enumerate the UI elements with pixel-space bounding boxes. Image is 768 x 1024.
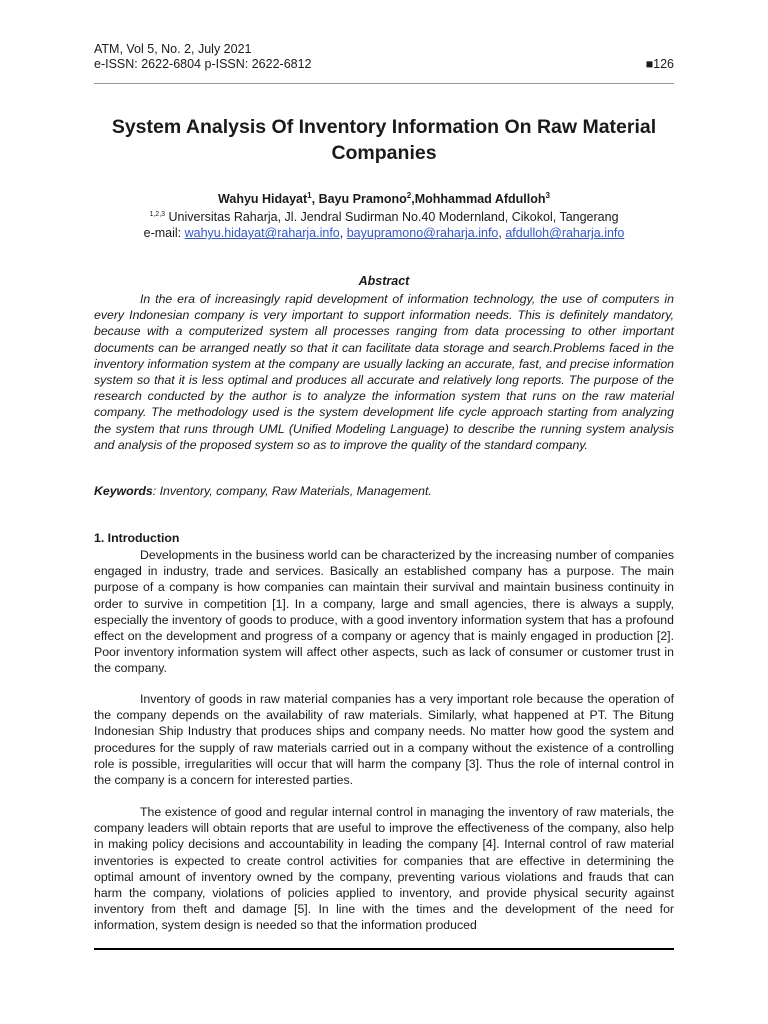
author-marker: 2 <box>406 191 412 200</box>
email-label: e-mail: <box>143 226 185 241</box>
header-divider <box>94 83 674 84</box>
author-name: Bayu Pramono <box>318 192 407 207</box>
author-names <box>94 188 674 207</box>
author-name: Mohhammad Afdulloh <box>414 192 546 207</box>
issn-line: e-ISSN: 2622-6804 p-ISSN: 2622-6812 <box>94 57 312 71</box>
author-block <box>94 188 674 241</box>
abstract-heading: Abstract <box>358 274 410 288</box>
body-paragraph: Inventory of goods in raw material companies has a very important role because the operation of the company depends on the availability of raw materials. Similarly, what happened at PT. The Bitung Indonesian Ship Industry that produces ships and company needs. No matter how good the system and procedures for the supply of raw materials carried out in a company without the existence of a controlling role is possible, irregularities will occur that will harm the company [3]. Thus the role of internal control in the company is a concern for interested parties. <box>94 692 674 788</box>
keywords-label: Keywords <box>94 484 153 498</box>
email-link[interactable]: bayupramono@raharja.info <box>346 226 499 241</box>
body-paragraph: Developments in the business world can be characterized by the increasing number of companies engaged in industry, trade and services. Basically an established company has a purpose. The main purpose of a company is how companies can maintain their survival and maintain business continuity in order to survive in competition [1]. In a company, large and small agencies, there is always a supply, especially the inventory of goods to produce, with a good inventory information system that has a profound effect on the development and progress of a company or agency that is mainly engaged in production [2]. Poor inventory information system will affect other aspects, such as lack of consumer or customer trust in the company. <box>94 548 674 676</box>
email-link[interactable]: wahyu.hidayat@raharja.info <box>184 226 340 241</box>
author-separator: , <box>311 192 319 207</box>
author-name: Wahyu Hidayat <box>218 192 308 207</box>
journal-line: ATM, Vol 5, No. 2, July 2021 <box>94 42 252 56</box>
author-marker: 3 <box>545 191 550 200</box>
paper-title: System Analysis Of Inventory Information On Raw Material Companies <box>111 116 657 164</box>
email-line <box>94 225 674 241</box>
author-marker: 1 <box>307 191 312 200</box>
page-number: ■126 <box>645 57 674 71</box>
author-separator: , <box>411 192 415 207</box>
footer-divider <box>94 948 674 950</box>
affiliation-text: Universitas Raharja, Jl. Jendral Sudirman No.40 Modernland, Cikokol, Tangerang <box>165 210 619 225</box>
keywords-text: : Inventory, company, Raw Materials, Management. <box>152 484 432 498</box>
email-separator: , <box>339 226 347 241</box>
abstract-body: In the era of increasingly rapid development of information technology, the use of computers in every Indonesian company is very important to support information needs. This is definitely mandatory, because with a computerized system all processes ranging from data processing to other important documents can be arranged neatly so that it can facilitate data storage and search.Problems faced in the inventory information system at the company are usually lacking an accurate, fast, and precise information system so that it is less optimal and produces all accurate and relatively long reports. The purpose of the research conducted by the author is to analyze the information system that runs on the raw material company. The methodology used is the system development life cycle approach starting from analyzing the system that runs through UML (Unified Modeling Language) to describe the running system analysis and analysis of the proposed system so as to improve the quality of the standard company. <box>94 292 674 452</box>
keywords-line <box>94 484 674 498</box>
body-paragraph: The existence of good and regular internal control in managing the inventory of raw materials, the company leaders will obtain reports that are useful to improve the effectiveness of the company, also help in making policy decisions and accountability in leading the company [4]. Internal control of raw material inventories is expected to create control activities for companies that are effective in determining the optimal amount of inventory owned by the company, preventing various violations and frauds that can harm the company, violations of policies applied to inventory, and provide physical security against inventory from theft and damage [5]. In line with the times and the development of the need for information, system design is needed so that the information produced <box>94 805 674 933</box>
affiliation-marker: 1,2,3 <box>149 211 166 219</box>
section-heading-introduction: 1. Introduction <box>94 531 180 545</box>
affiliation <box>94 207 674 225</box>
email-link[interactable]: afdulloh@raharja.info <box>505 226 625 241</box>
running-header <box>94 42 674 72</box>
email-separator: , <box>498 226 506 241</box>
